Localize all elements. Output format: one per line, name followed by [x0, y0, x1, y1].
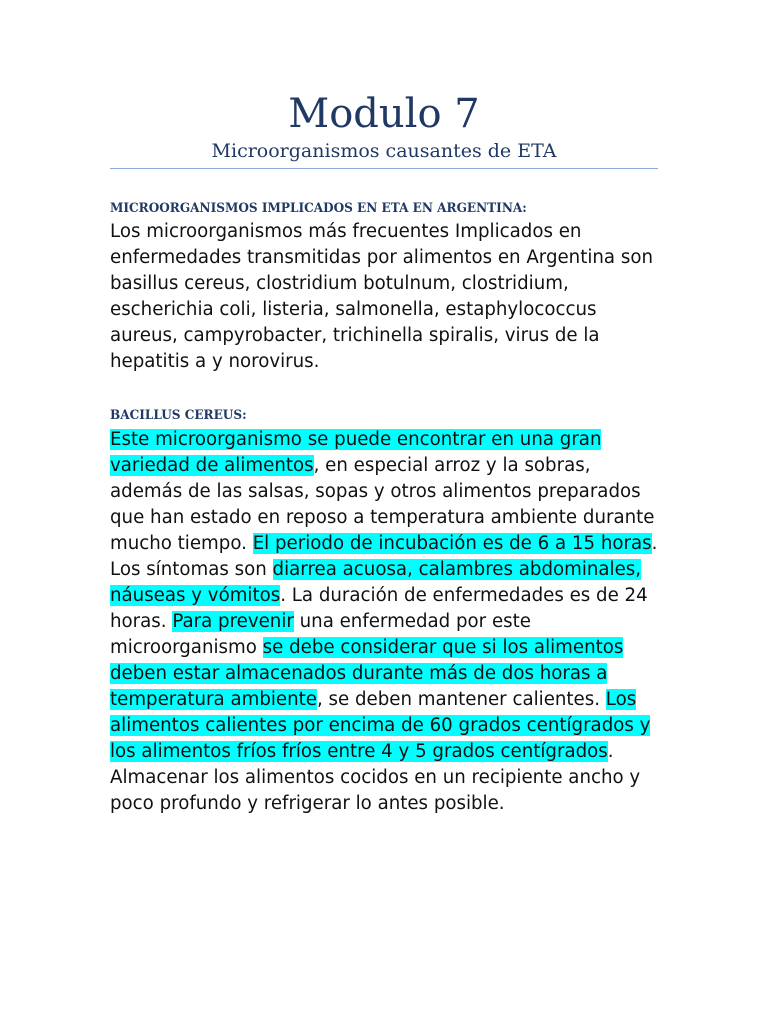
- body-text: . Almacenar los alimentos cocidos en un recipiente ancho y poco profundo y refrigerar lo antes posible.: [110, 741, 641, 814]
- body-text: , en especial arroz y la sobras, además de las salsas, sopas y otros alimentos preparados que han estado en reposo a temperatura ambiente durante mucho tiempo.: [110, 455, 655, 554]
- highlighted-text: diarrea acuosa, calambres abdominales, náuseas y vómitos: [110, 559, 642, 606]
- section-heading-microorganismos: MICROORGANISMOS IMPLICADOS EN ETA EN ARGENTINA:: [110, 201, 527, 216]
- document-subtitle: Microorganismos causantes de ETA: [211, 140, 557, 162]
- section-body-microorganismos: Los microorganismos más frecuentes Implicados en enfermedades transmitidas por alimentos en Argentina son basillus cereus, clostridium botulnum, clostridium, escherichia coli, listeria, salmonella, estaphylococcus aureus, campyrobacter, trichinella spiralis, virus de la hepatitis a y norovirus.: [110, 221, 653, 372]
- title-divider: [110, 168, 658, 169]
- highlighted-text: El periodo de incubación es de 6 a 15 horas: [252, 533, 652, 554]
- section-heading-bacillus-cereus: BACILLUS CEREUS:: [110, 408, 247, 423]
- body-text: , se deben mantener calientes.: [316, 689, 606, 710]
- body-text: . La duración de enfermedades es de 24 horas.: [110, 585, 648, 632]
- highlighted-text: se debe considerar que si los alimentos deben estar almacenados durante más de dos horas a temperatura ambiente: [110, 637, 624, 710]
- body-text: una enfermedad por este microorganismo: [110, 611, 531, 658]
- body-text: . Los síntomas son: [110, 533, 658, 580]
- highlighted-text: Para prevenir: [172, 611, 294, 632]
- highlighted-text: Los alimentos calientes por encima de 60 grados centígrados y los alimentos fríos fríos entre 4 y 5 grados centígrados: [110, 689, 651, 762]
- document-title: Modulo 7: [288, 91, 480, 137]
- highlighted-text: Este microorganismo se puede encontrar en una gran variedad de alimentos: [110, 429, 602, 476]
- section-body-bacillus-cereus: [110, 427, 658, 817]
